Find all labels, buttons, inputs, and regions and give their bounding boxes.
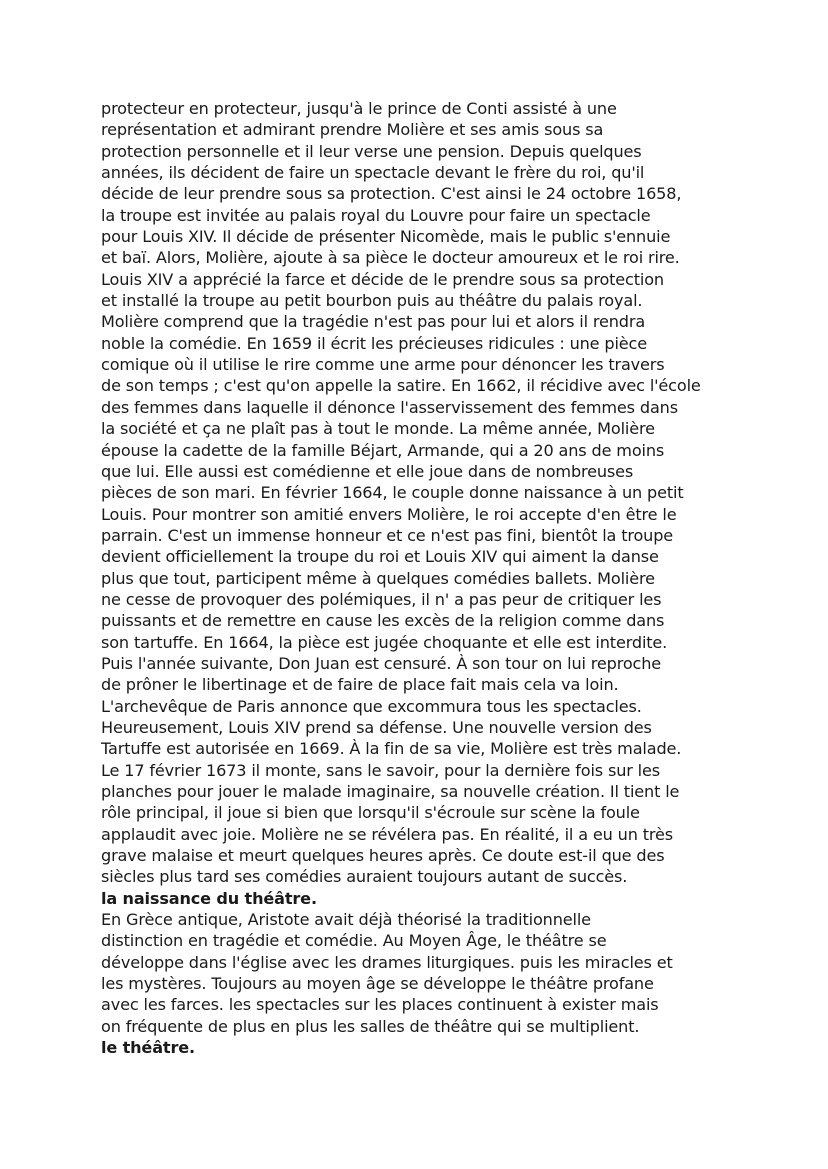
text-line: ne cesse de provoquer des polémiques, il n' a pas peur de critiquer les <box>101 589 662 609</box>
paragraph-theatre-history <box>101 909 731 1037</box>
text-line: grave malaise et meurt quelques heures après. Ce doute est-il que des <box>101 846 665 866</box>
text-line: avec les farces. les spectacles sur les places continuent à exister mais <box>101 995 659 1015</box>
text-line: épouse la cadette de la famille Béjart, Armande, qui a 20 ans de moins <box>101 440 665 460</box>
text-line: développe dans l'église avec les drames liturgiques. puis les miracles et <box>101 952 673 972</box>
paragraph-moliere-biography <box>101 98 731 888</box>
text-line: de prôner le libertinage et de faire de place fait mais cela va loin. <box>101 675 619 695</box>
text-line: distinction en tragédie et comédie. Au Moyen Âge, le théâtre se <box>101 931 607 951</box>
section-heading-theatre: le théâtre. <box>101 1038 195 1058</box>
text-line: planches pour jouer le malade imaginaire, sa nouvelle création. Il tient le <box>101 782 680 801</box>
text-line: plus que tout, participent même à quelques comédies ballets. Molière <box>101 568 655 588</box>
document-page <box>101 98 731 1058</box>
text-line: parrain. C'est un immense honneur et ce n'est pas fini, bientôt la troupe <box>101 525 674 545</box>
text-line: représentation et admirant prendre Molière et ses amis sous sa <box>101 120 604 140</box>
text-line: En Grèce antique, Aristote avait déjà théorisé la traditionnelle <box>101 910 591 930</box>
text-line: de son temps ; c'est qu'on appelle la satire. En 1662, il récidive avec l'école <box>101 376 701 396</box>
text-line: décide de leur prendre sous sa protection. C'est ainsi le 24 octobre 1658, <box>101 184 682 204</box>
text-line: années, ils décident de faire un spectacle devant le frère du roi, qu'il <box>101 163 645 183</box>
section-heading-theatre-origins: la naissance du théâtre. <box>101 888 317 908</box>
text-line: et installé la troupe au petit bourbon puis au théâtre du palais royal. <box>101 291 643 311</box>
text-line: puissants et de remettre en cause les excès de la religion comme dans <box>101 611 665 631</box>
text-line: rôle principal, il joue si bien que lorsqu'il s'écroule sur scène la foule <box>101 803 640 823</box>
text-line: applaudit avec joie. Molière ne se révélera pas. En réalité, il a eu un très <box>101 824 673 844</box>
text-line: comique où il utilise le rire comme une arme pour dénoncer les travers <box>101 355 665 375</box>
text-line: Louis. Pour montrer son amitié envers Molière, le roi accepte d'en être le <box>101 504 677 524</box>
text-line: et baï. Alors, Molière, ajoute à sa pièce le docteur amoureux et le roi rire. <box>101 248 680 268</box>
text-line: Heureusement, Louis XIV prend sa défense. Une nouvelle version des <box>101 717 652 737</box>
text-line: la société et ça ne plaît pas à tout le monde. La même année, Molière <box>101 419 655 439</box>
text-line: pour Louis XIV. Il décide de présenter Nicomède, mais le public s'ennuie <box>101 227 671 247</box>
text-line: siècles plus tard ses comédies auraient toujours autant de succès. <box>101 867 628 887</box>
text-line: Puis l'année suivante, Don Juan est censuré. À son tour on lui reproche <box>101 653 662 673</box>
text-line: Le 17 février 1673 il monte, sans le savoir, pour la dernière fois sur les <box>101 760 660 780</box>
text-line: on fréquente de plus en plus les salles de théâtre qui se multiplient. <box>101 1016 640 1036</box>
text-line: protection personnelle et il leur verse une pension. Depuis quelques <box>101 141 642 161</box>
text-line: la troupe est invitée au palais royal du Louvre pour faire un spectacle <box>101 205 651 225</box>
text-line: Molière comprend que la tragédie n'est pas pour lui et alors il rendra <box>101 312 646 332</box>
text-line: devient officiellement la troupe du roi et Louis XIV qui aiment la danse <box>101 547 659 567</box>
text-line: noble la comédie. En 1659 il écrit les précieuses ridicules : une pièce <box>101 333 647 353</box>
text-line: Tartuffe est autorisée en 1669. À la fin de sa vie, Molière est très malade. <box>101 739 682 759</box>
text-line: que lui. Elle aussi est comédienne et elle joue dans de nombreuses <box>101 461 634 481</box>
text-line: son tartuffe. En 1664, la pièce est jugée choquante et elle est interdite. <box>101 632 668 652</box>
text-line: protecteur en protecteur, jusqu'à le prince de Conti assisté à une <box>101 99 617 118</box>
text-line: des femmes dans laquelle il dénonce l'asservissement des femmes dans <box>101 397 678 417</box>
text-line: pièces de son mari. En février 1664, le couple donne naissance à un petit <box>101 483 684 503</box>
text-line: les mystères. Toujours au moyen âge se développe le théâtre profane <box>101 974 654 994</box>
text-line: L'archevêque de Paris annonce que excommura tous les spectacles. <box>101 696 642 716</box>
text-line: Louis XIV a apprécié la farce et décide de le prendre sous sa protection <box>101 269 664 289</box>
